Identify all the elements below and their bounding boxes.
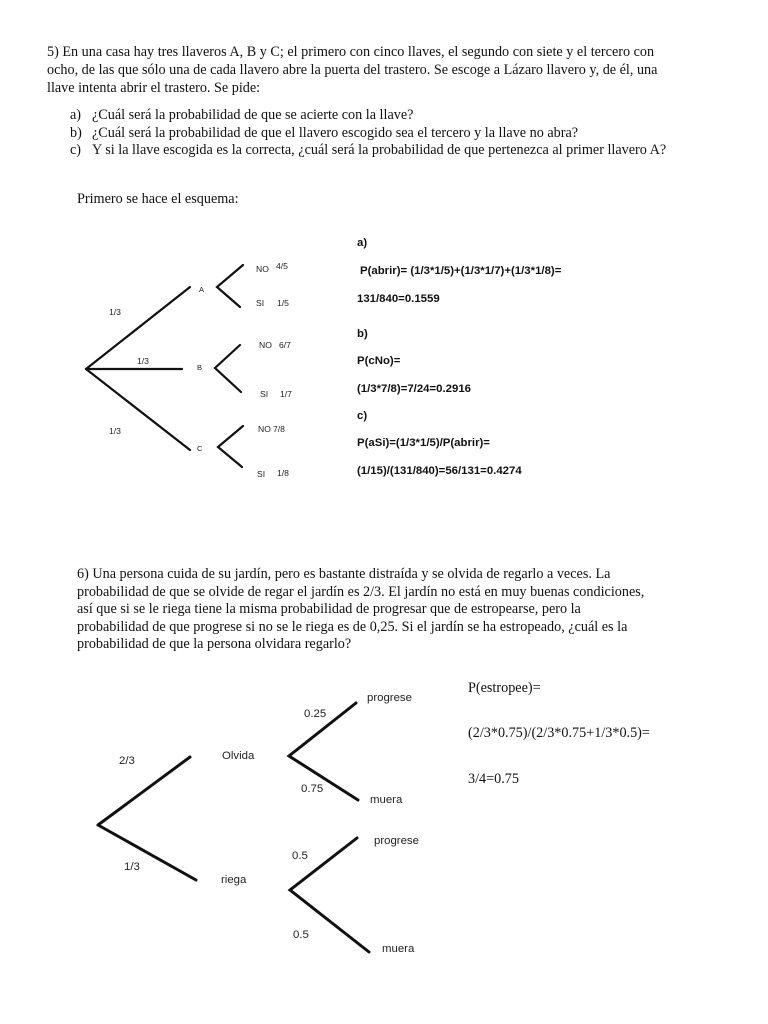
tree-2-branches [98,703,369,952]
tree-1-branch-prob: 1/3 [137,356,149,366]
answer-a-line: P(abrir)= (1/3*1/5)+(1/3*1/7)+(1/3*1/8)= [360,265,562,277]
problem-6-line: probabilidad de que se olvide de regar el jardín es 2/3. El jardín no está en muy buenas condiciones, [77,583,645,600]
tree-2-node-label: Olvida [222,750,255,762]
answer-a-result: 131/840=0.1559 [357,293,440,305]
tree-2-leaf-label: muera [370,794,403,806]
answer-c-line: P(aSi)=(1/3*1/5)/P(abrir)= [357,437,490,449]
tree-1-fork-c [218,426,243,467]
tree-2-node-label: riega [221,874,247,886]
problem-6-statement [77,566,717,654]
problem-6-answer-line: P(estropee)= [468,680,541,696]
tree-1-leaf-label: SI [260,389,269,399]
problem-5-line: 5) En una casa hay tres llaveros A, B y C; el primero con cinco llaves, el segundo con siete y el tercero con [47,44,655,60]
problem-5-line: llave intenta abrir el trastero. Se pide: [47,80,261,96]
answer-c-title: c) [357,410,368,422]
tree-2-branch-prob: 1/3 [124,861,140,873]
tree-2-leaf-prob: 0.5 [293,929,309,941]
problem-6-line: probabilidad de que progrese si no se le riega es de 0,25. Si el jardín se ha estropeado, ¿cuál es la [77,618,628,635]
tree-1-leaf-prob: 1/7 [280,389,292,399]
tree-1-leaf-prob: 4/5 [276,261,288,271]
answer-a-title: a) [357,237,368,249]
problem-6-answer-line: (2/3*0.75)/(2/3*0.75+1/3*0.5)= [468,725,650,741]
tree-2-branch-riega [98,825,196,880]
tree-2-leaf-prob: 0.75 [301,783,324,795]
problem-6-line: 6) Una persona cuida de su jardín, pero es bastante distraída y se olvida de regarlo a veces. La [77,566,611,582]
answer-b-result: (1/3*7/8)=7/24=0.2916 [357,383,472,395]
tree-1-leaf-prob: 1/8 [277,468,289,478]
tree-2-leaf-label: progrese [374,835,419,847]
problem-6-line: así que si se le riega tiene la misma probabilidad de progresar que de estropearse, pero la [77,601,581,617]
question-letter: c) [70,142,82,158]
tree-2-leaf-prob: 0.25 [304,708,327,720]
tree-1-leaf-prob: 6/7 [279,340,291,350]
tree-1-leaf-prob: 1/5 [277,298,289,308]
tree-1-leaf-label: SI [256,298,265,308]
tree-1-node-label: A [199,285,205,294]
tree-1-leaf-label: SI [257,469,266,479]
tree-2-branch-prob: 2/3 [119,755,135,767]
tree-2-leaf-label: progrese [367,692,412,704]
tree-1-branch-c [86,369,190,450]
tree-2-branch-olvida [98,757,190,825]
problem-5-line: ocho, de las que sólo una de cada llavero abre la puerta del trastero. Se escoge a Lázaro llavero y, de él, una [47,62,658,78]
tree-1-node-label: B [197,363,203,372]
tree-1-leaf-label: NO [258,424,271,434]
tree-1-leaf-label: NO [256,264,269,274]
tree-2-leaf-prob: 0.5 [292,850,308,862]
answer-c-result: (1/15)/(131/840)=56/131=0.4274 [357,465,522,477]
tree-2-leaf-label: muera [382,943,415,955]
problem-6-answer-result: 3/4=0.75 [468,771,519,787]
problem-6-line: probabilidad de que la persona olvidara regarlo? [77,636,352,652]
answer-b-line: P(cNo)= [357,355,401,367]
tree-1-leaf-prob: 7/8 [273,424,285,434]
tree-1-fork-a [217,265,243,307]
scheme-intro: Primero se hace el esquema: [77,191,239,207]
tree-1-leaf-label: NO [259,340,272,350]
tree-1-branch-prob: 1/3 [109,426,121,436]
question-text: Y si la llave escogida es la correcta, ¿cuál será la probabilidad de que pertenezca al primer llavero A? [92,142,667,158]
answer-b-title: b) [357,328,368,340]
question-letter: a) [70,107,82,123]
tree-1-fork-b [215,345,241,392]
question-letter: b) [70,124,82,141]
tree-1-branches [86,265,243,467]
question-text: ¿Cuál será la probabilidad de que el llavero escogido sea el tercero y la llave no abra? [92,124,579,141]
tree-1-node-label: C [197,444,203,453]
tree-1-branch-prob: 1/3 [109,307,121,317]
question-text: ¿Cuál será la probabilidad de que se acierte con la llave? [92,107,414,123]
